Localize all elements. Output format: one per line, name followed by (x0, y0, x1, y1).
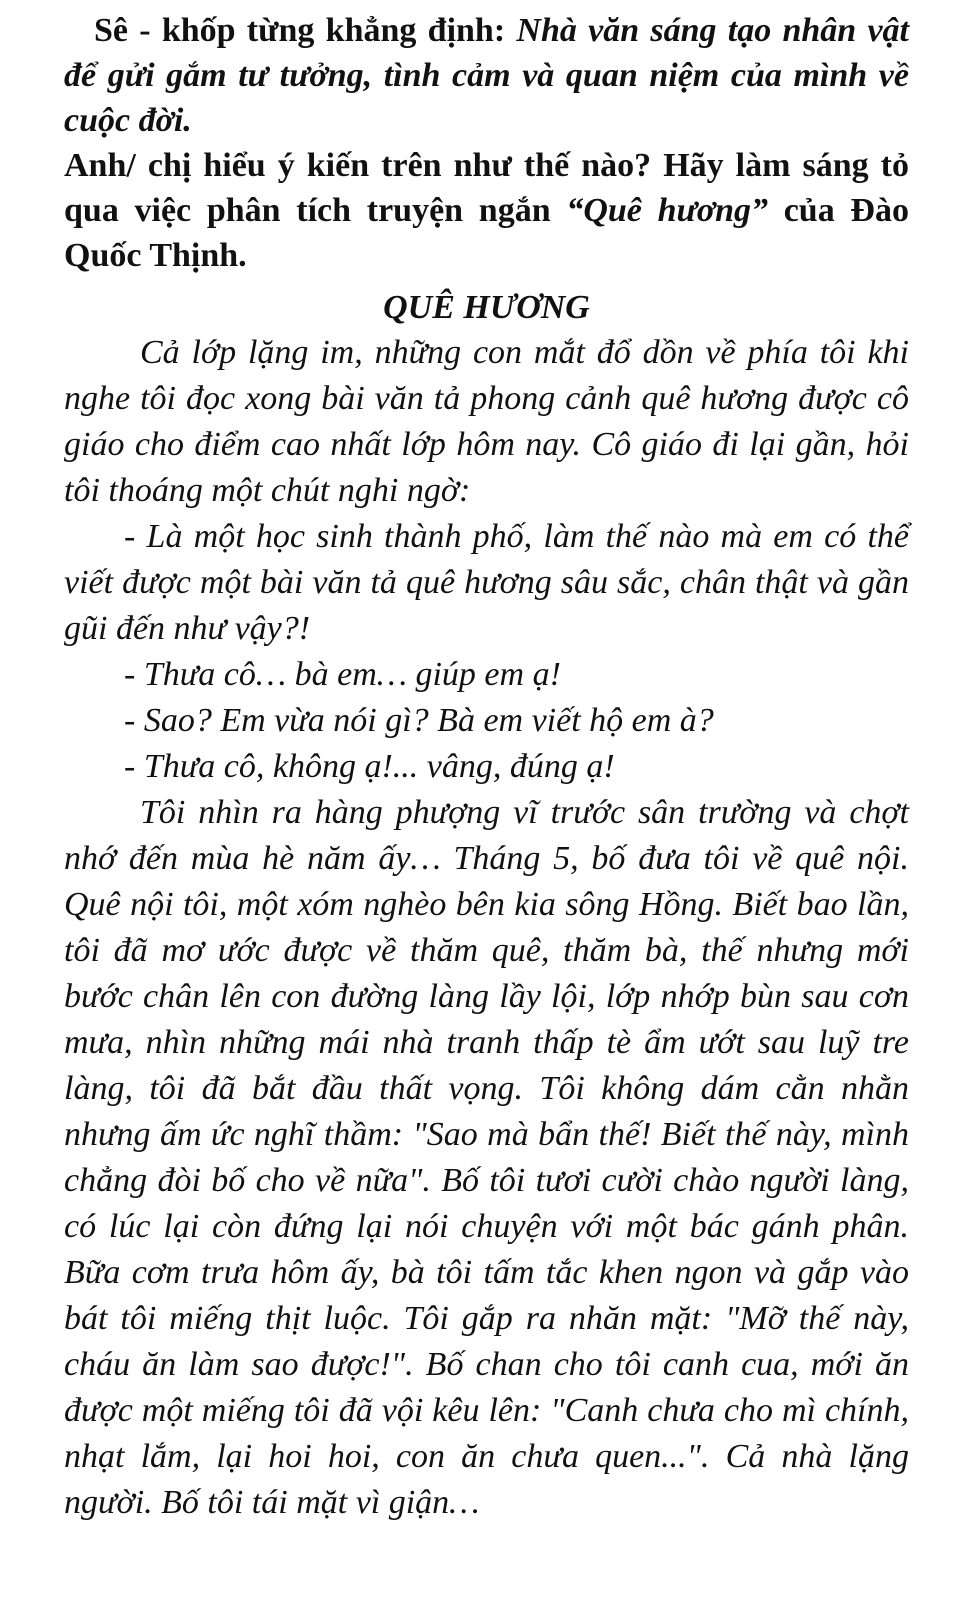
story-title: QUÊ HƯƠNG (383, 289, 590, 326)
prompt-question-tail: của Đào Quốc Thịnh. (64, 192, 909, 274)
story-dialogue: - Sao? Em vừa nói gì? Bà em viết hộ em à? (124, 702, 714, 739)
prompt-quote-italic: Nhà văn sáng tạo nhân vật để gửi gắm tư tưởng, tình cảm và quan niệm của mình về cuộc đời. (64, 12, 909, 139)
prompt-story-name: “Quê hương” (566, 192, 769, 229)
prompt-question-lead: Anh/ chị hiểu ý kiến trên như thế nào? Hãy làm sáng tỏ qua việc phân tích truyện ngắn (64, 147, 909, 229)
story-paragraph: Cả lớp lặng im, những con mắt đổ dồn về phía tôi khi nghe tôi đọc xong bài văn tả phong cảnh quê hương được cô giáo cho điểm cao nhất lớp hôm nay. Cô giáo đi lại gần, hỏi tôi thoáng một chút nghi ngờ: (64, 334, 909, 509)
story-dialogue: - Là một học sinh thành phố, làm thế nào mà em có thể viết được một bài văn tả quê hương sâu sắc, chân thật và gần gũi đến như vậy?! (64, 518, 909, 647)
story-dialogue: - Thưa cô, không ạ!... vâng, đúng ạ! (124, 748, 615, 785)
story-paragraph: Tôi nhìn ra hàng phượng vĩ trước sân trường và chợt nhớ đến mùa hè năm ấy… Tháng 5, bố đưa tôi về quê nội. Quê nội tôi, một xóm nghèo bên kia sông Hồng. Biết bao lần, tôi đã mơ ước được về thăm quê, thăm bà, thế nhưng mới bước chân lên con đường làng lầy lội, lớp nhớp bùn sau cơn mưa, nhìn những mái nhà tranh thấp tè ẩm ướt sau luỹ tre làng, tôi đã bắt đầu thất vọng. Tôi không dám cằn nhằn nhưng ấm ức nghĩ thầm: "Sao mà bẩn thế! Biết thế này, mình chẳng đòi bố cho về nữa". Bố tôi tươi cười chào người làng, có lúc lại còn đứng lại nói chuyện với một bác gánh phân. Bữa cơm trưa hôm ấy, bà tôi tấm tắc khen ngon và gắp vào bát tôi miếng thịt luộc. Tôi gắp ra nhăn mặt: "Mỡ thế này, cháu ăn làm sao được!". Bố chan cho tôi canh cua, mới ăn được một miếng tôi đã vội kêu lên: "Canh chưa cho mì chính, nhạt lắm, lại hoi hoi, con ăn chưa quen...". Cả nhà lặng người. Bố tôi tái mặt vì giận… (64, 794, 909, 1521)
story-dialogue: - Thưa cô… bà em… giúp em ạ! (124, 656, 561, 693)
story-body (64, 330, 909, 1526)
prompt-question (64, 143, 909, 278)
prompt-quote-lead: Sê - khốp từng khẳng định: (94, 12, 517, 49)
essay-prompt (64, 8, 909, 278)
prompt-quote (64, 8, 909, 143)
